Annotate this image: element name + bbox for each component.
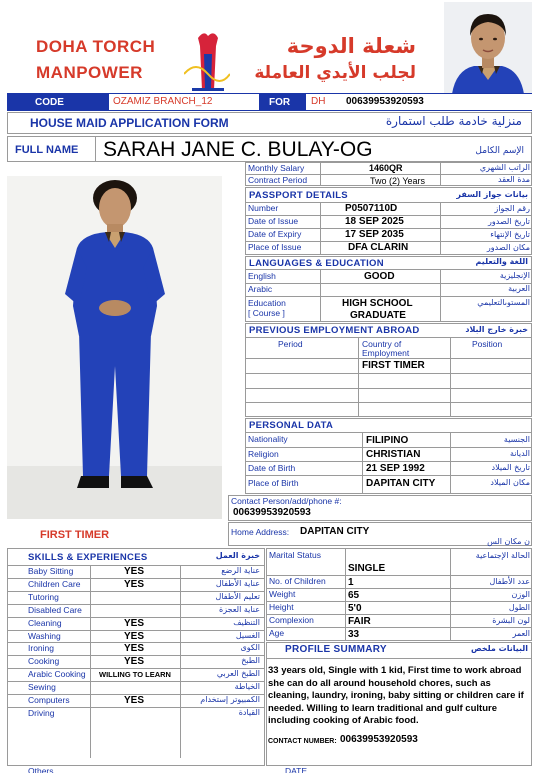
weight-value: 65: [348, 590, 360, 601]
code-label: CODE: [35, 97, 64, 108]
birth-date-value: 21 SEP 1992: [366, 463, 425, 474]
passport-number-value: P0507110D: [345, 203, 398, 214]
code-value: OZAMIZ BRANCH_12: [113, 96, 213, 107]
skill-label: Arabic Cooking: [28, 669, 86, 680]
skill-label: Driving: [28, 707, 55, 718]
form-title: HOUSE MAID APPLICATION FORM: [30, 116, 229, 130]
religion-value: CHRISTIAN: [366, 449, 421, 460]
height-value: 5'0: [348, 603, 362, 614]
agency-logo: [36, 37, 176, 85]
skill-arabic: الكمبيوتر إستخدام: [200, 695, 260, 704]
first-timer-badge: FIRST TIMER: [40, 529, 110, 541]
passport-title-arabic: بيانات جواز السفر: [456, 190, 528, 199]
arabic-label: Arabic: [248, 284, 273, 294]
skill-value: YES: [124, 656, 145, 668]
passport-number-label: Number: [248, 203, 279, 213]
languages-title-arabic: اللغة والتعليم: [475, 257, 528, 266]
skill-arabic: الطبخ العربي: [216, 669, 260, 679]
skill-label: Tutoring: [28, 591, 59, 602]
skill-label: Baby Sitting: [28, 566, 74, 576]
complexion-value: FAIR: [348, 616, 371, 627]
salary-label: Monthly Salary: [248, 163, 305, 173]
education-label-1: Education: [248, 298, 286, 308]
employment-col-period: Period: [278, 339, 303, 349]
skill-arabic: عناية الرضع: [221, 566, 260, 575]
header-phone: 00639953920593: [346, 96, 424, 107]
age-label: Age: [269, 628, 285, 638]
children-value: 1: [348, 577, 354, 588]
skill-label: Washing: [28, 630, 61, 641]
birth-place-arabic: مكان الميلاد: [490, 478, 530, 487]
arabic-arabic: العربية: [508, 284, 530, 293]
home-value: DAPITAN CITY: [300, 526, 370, 537]
agency-name-line2: MANPOWER: [36, 63, 143, 82]
children-arabic: عدد الأطفال: [489, 577, 530, 586]
torch-logo-icon: [184, 30, 230, 92]
skill-label: Computers: [28, 695, 70, 705]
height-arabic: الطول: [508, 603, 530, 612]
nationality-arabic: الجنسية: [503, 435, 530, 444]
passport-title: PASSPORT DETAILS: [249, 190, 348, 201]
skill-value: YES: [124, 695, 145, 706]
employment-col-country-2: Employment: [362, 348, 410, 358]
for-value: DH: [311, 96, 326, 107]
passport-issue-value: 18 SEP 2025: [345, 216, 404, 227]
children-label: No. of Children: [269, 576, 326, 586]
full-name-value: SARAH JANE C. BULAY-OG: [103, 138, 373, 161]
profile-contact-label: CONTACT NUMBER:: [268, 738, 337, 745]
complexion-label: Complexion: [269, 615, 314, 625]
employment-col-country-1: Country of: [362, 339, 402, 349]
contact-value: 00639953920593: [233, 507, 311, 518]
age-value: 33: [348, 629, 360, 640]
employment-title: PREVIOUS EMPLOYMENT ABROAD: [249, 325, 420, 336]
nationality-label: Nationality: [248, 434, 288, 444]
english-value: GOOD: [364, 271, 395, 282]
skill-value: YES: [124, 630, 145, 642]
birth-place-value: DAPITAN CITY: [366, 478, 436, 489]
education-arabic: المستوىالتعليمي: [477, 298, 530, 307]
skill-value: WILLING TO LEARN: [99, 669, 171, 679]
skill-value: YES: [124, 617, 145, 629]
passport-expiry-value: 17 SEP 2035: [345, 229, 404, 240]
skill-arabic: الطبخ: [241, 656, 260, 666]
skill-label: Ironing: [28, 643, 54, 654]
skills-title: SKILLS & EXPERIENCES: [28, 552, 148, 563]
employment-title-arabic: خبرة خارج البلاد: [465, 325, 528, 334]
skill-value: YES: [124, 566, 145, 577]
weight-label: Weight: [269, 589, 296, 599]
profile-summary: 33 years old, Single with 1 kid, First time to work abroad she can do all around household chores, such as cleaning, laundry, ironing, baby sitting or children care if needed. Willing to learn traditional and gulf culture including cooking of Arabic food.: [268, 665, 524, 726]
full-name-label: FULL NAME: [15, 144, 79, 156]
agency-name-line1: DOHA TORCH: [36, 37, 156, 56]
religion-label: Religion: [248, 449, 279, 459]
form-title-arabic: منزلية خادمة طلب استمارة: [385, 114, 522, 128]
complexion-arabic: لون البشرة: [492, 616, 530, 625]
age-arabic: العمر: [512, 629, 530, 638]
birth-date-arabic: تاريخ الميلاد: [491, 463, 530, 472]
passport-number-arabic: رقم الجواز: [494, 204, 530, 213]
skill-value: YES: [124, 578, 145, 590]
education-value-1: HIGH SCHOOL: [342, 298, 413, 309]
passport-place-arabic: مكان الصدور: [486, 243, 530, 252]
weight-arabic: الوزن: [511, 590, 530, 599]
employment-first-row: FIRST TIMER: [362, 360, 425, 371]
skill-arabic: القيادة: [238, 707, 260, 717]
education-value-2: GRADUATE: [350, 310, 406, 321]
contact-label: Contact Person/add/phone #:: [231, 496, 342, 506]
skill-arabic: التنظيف: [233, 617, 260, 627]
nationality-value: FILIPINO: [366, 435, 409, 446]
profile-title: PROFILE SUMMARY: [285, 644, 387, 655]
headshot-photo: [444, 2, 532, 94]
english-arabic: الإنجليزية: [499, 271, 530, 280]
home-arabic: ن مكان الس: [487, 537, 530, 546]
full-body-photo: [7, 176, 222, 519]
home-label: Home Address:: [231, 527, 290, 537]
skill-value: YES: [124, 643, 145, 655]
marital-value: SINGLE: [348, 563, 386, 574]
bottom-date-label: DATE: [285, 766, 308, 773]
skill-label: Cleaning: [28, 617, 62, 628]
skill-label: Cooking: [28, 656, 60, 667]
religion-arabic: الديانة: [509, 449, 530, 458]
salary-value: 1460QR: [369, 163, 403, 173]
passport-expiry-arabic: تاريخ الإنتهاء: [490, 230, 530, 239]
languages-title: LANGUAGES & EDUCATION: [249, 258, 384, 269]
contract-period-value: Two (2) Years: [370, 176, 426, 186]
skill-label: Children Care: [28, 578, 81, 589]
education-label-2: [ Course ]: [248, 308, 285, 318]
passport-expiry-label: Date of Expiry: [248, 229, 302, 239]
passport-issue-label: Date of Issue: [248, 216, 299, 226]
profile-contact-value: 00639953920593: [340, 734, 418, 745]
marital-arabic: الحالة الإجتماعية: [475, 551, 530, 560]
agency-arabic-line1: شعلة الدوحة: [286, 34, 416, 58]
profile-title-arabic: البيانات ملخص: [470, 644, 528, 653]
skill-arabic: تعليم الأطفال: [215, 591, 260, 601]
skill-label: Sewing: [28, 682, 56, 693]
skill-arabic: عناية العجزة: [219, 604, 260, 614]
personal-title: PERSONAL DATA: [249, 420, 334, 431]
skill-arabic: الكوى: [240, 643, 260, 653]
skill-arabic: عناية الأطفال: [215, 578, 260, 588]
contract-period-arabic: مدة العقد: [498, 175, 530, 184]
full-name-arabic: الإسم الكامل: [475, 146, 524, 156]
salary-arabic: الراتب الشهري: [479, 163, 530, 172]
birth-place-label: Place of Birth: [248, 478, 299, 488]
skill-arabic: الغسيل: [235, 630, 260, 640]
skill-label: Disabled Care: [28, 604, 82, 615]
passport-issue-arabic: تاريخ الصدور: [488, 217, 530, 226]
height-label: Height: [269, 602, 294, 612]
contract-period-label: Contract Period: [248, 175, 308, 185]
passport-place-value: DFA CLARIN: [348, 242, 409, 253]
agency-arabic-line2: لجلب الأيدي العاملة: [254, 63, 416, 83]
english-label: English: [248, 271, 276, 281]
passport-place-label: Place of Issue: [248, 242, 302, 252]
skills-others-label: Others: [28, 766, 54, 773]
skill-arabic: الخياطة: [234, 682, 260, 692]
skills-title-arabic: خبرة العمل: [215, 551, 260, 560]
birth-date-label: Date of Birth: [248, 463, 296, 473]
for-label: FOR: [269, 97, 291, 108]
marital-label: Marital Status: [269, 550, 321, 560]
employment-col-position: Position: [472, 339, 503, 349]
